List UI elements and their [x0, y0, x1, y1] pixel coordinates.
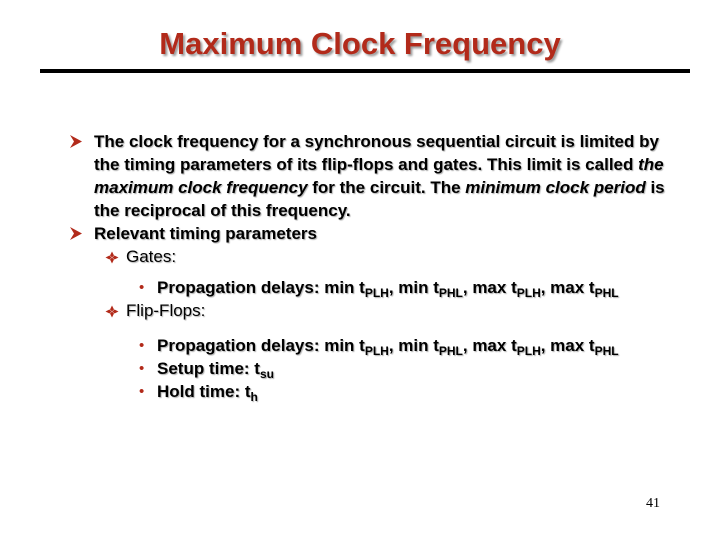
- sub-bullet-label: Gates:: [126, 247, 177, 266]
- diamond-bullet-icon: [105, 299, 121, 322]
- flipflops-hold-time: • Hold time: $t_h$: [139, 382, 258, 404]
- slide-title: Maximum Clock Frequency: [159, 26, 561, 61]
- bullet-text: Relevant timing parameters: [94, 224, 317, 243]
- sub-bullet-flip-flops: [68, 299, 668, 322]
- flipflops-setup-time: • Setup time: $t_{su}$: [139, 359, 274, 381]
- gates-propagation-delays: • Propagation delays: $\min t_{PLH}$, $\min t_{PHL}$, $\max t_{PLH}$, $\max t_{PHL}$: [139, 278, 619, 300]
- sub-bullet-label: Flip-Flops:: [126, 301, 206, 320]
- dot-bullet-icon: •: [139, 337, 145, 354]
- dot-bullet-icon: •: [139, 360, 145, 377]
- arrowhead-bullet-icon: [68, 222, 88, 245]
- bullet-text-part: The clock frequency for a synchronous sequential circuit is limited by the timing parameters of its flip-flops and gates. This limit is called: [94, 132, 659, 174]
- dot-bullet-icon: •: [139, 383, 145, 400]
- term-max-clock-frequency: the maximum clock frequency: [94, 155, 664, 197]
- flipflops-propagation-delays: • Propagation delays: $\min t_{PLH}$, $\min t_{PHL}$, $\max t_{PLH}$, $\max t_{PHL}$: [139, 336, 619, 358]
- bullet-text-part: for the circuit. The: [307, 178, 466, 197]
- page-number: 41: [646, 496, 660, 511]
- diamond-bullet-icon: [105, 245, 121, 268]
- arrowhead-bullet-icon: [68, 130, 88, 153]
- bullet-clock-frequency: [68, 130, 668, 222]
- term-min-clock-period: minimum clock period: [465, 178, 646, 197]
- bullet-timing-parameters: [68, 222, 668, 245]
- title-divider: [40, 69, 690, 73]
- sub-bullet-gates: [68, 245, 668, 268]
- slide-content: [68, 130, 668, 403]
- bullet-text-part: is the reciprocal of this frequency.: [94, 178, 665, 220]
- dot-bullet-icon: •: [139, 279, 145, 296]
